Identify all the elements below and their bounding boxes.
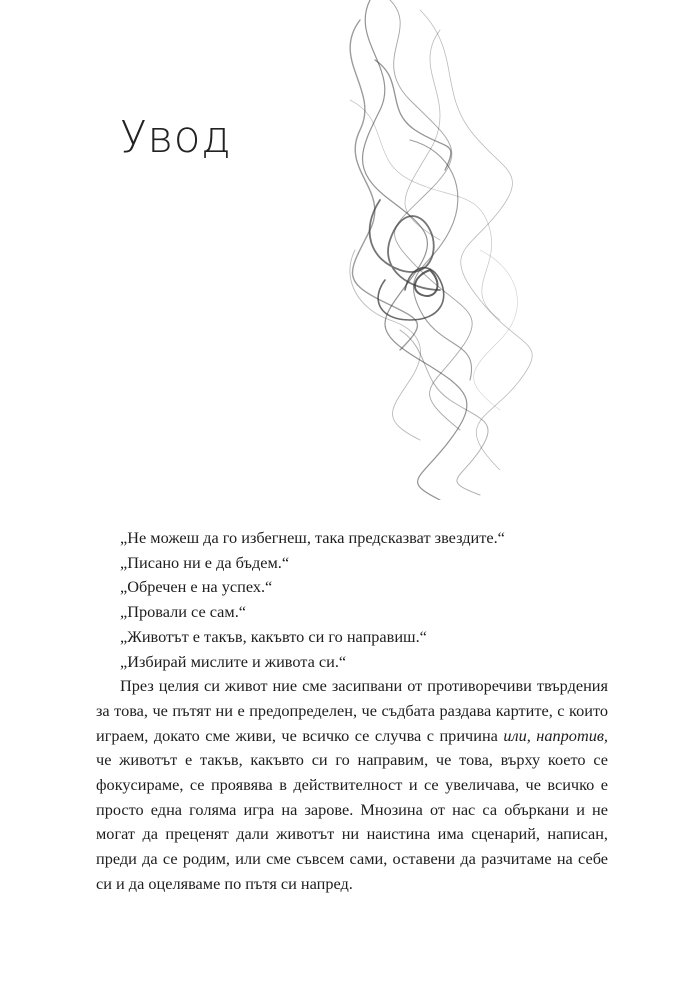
quote-line: „Писано ни е да бъдем.“ [120, 552, 290, 572]
quote-line: „Избирай мислите и живота си.“ [120, 651, 347, 671]
chapter-title: Увод [120, 112, 232, 163]
body-text [96, 526, 608, 897]
intro-paragraph [96, 674, 608, 896]
paragraph-emphasis: или, напротив, [503, 725, 608, 745]
smoke-illustration [330, 0, 600, 500]
paragraph-text-1: През целия си живот ние сме засипвани от противоречиви твърдения за това, че пътят ни е предопределен, че съдбата раздава картите, с които играем, докато сме живи, че всичко се случва с причина [96, 676, 608, 745]
quote-line: „Провали се сам.“ [120, 602, 246, 622]
quote-line: „Обречен е на успех.“ [120, 577, 273, 597]
paragraph-text-2: че животът е такъв, какъвто си го направим, че това, върху което се фокусираме, се проявява в действителност и се увеличава, че всичко е просто една голяма игра на зарове. Мнозина от нас са объркани и не могат да преценят дали животът ни наистина има сценарий, написан, преди да се родим, или сме съвсем сами, оставени да разчитаме на себе си и да оцеляваме по пътя си напред. [96, 750, 608, 893]
quote-line: „Не можеш да го избегнеш, така предсказват звездите.“ [120, 528, 505, 547]
quote-line: „Животът е такъв, какъвто си го направиш.“ [120, 626, 427, 646]
